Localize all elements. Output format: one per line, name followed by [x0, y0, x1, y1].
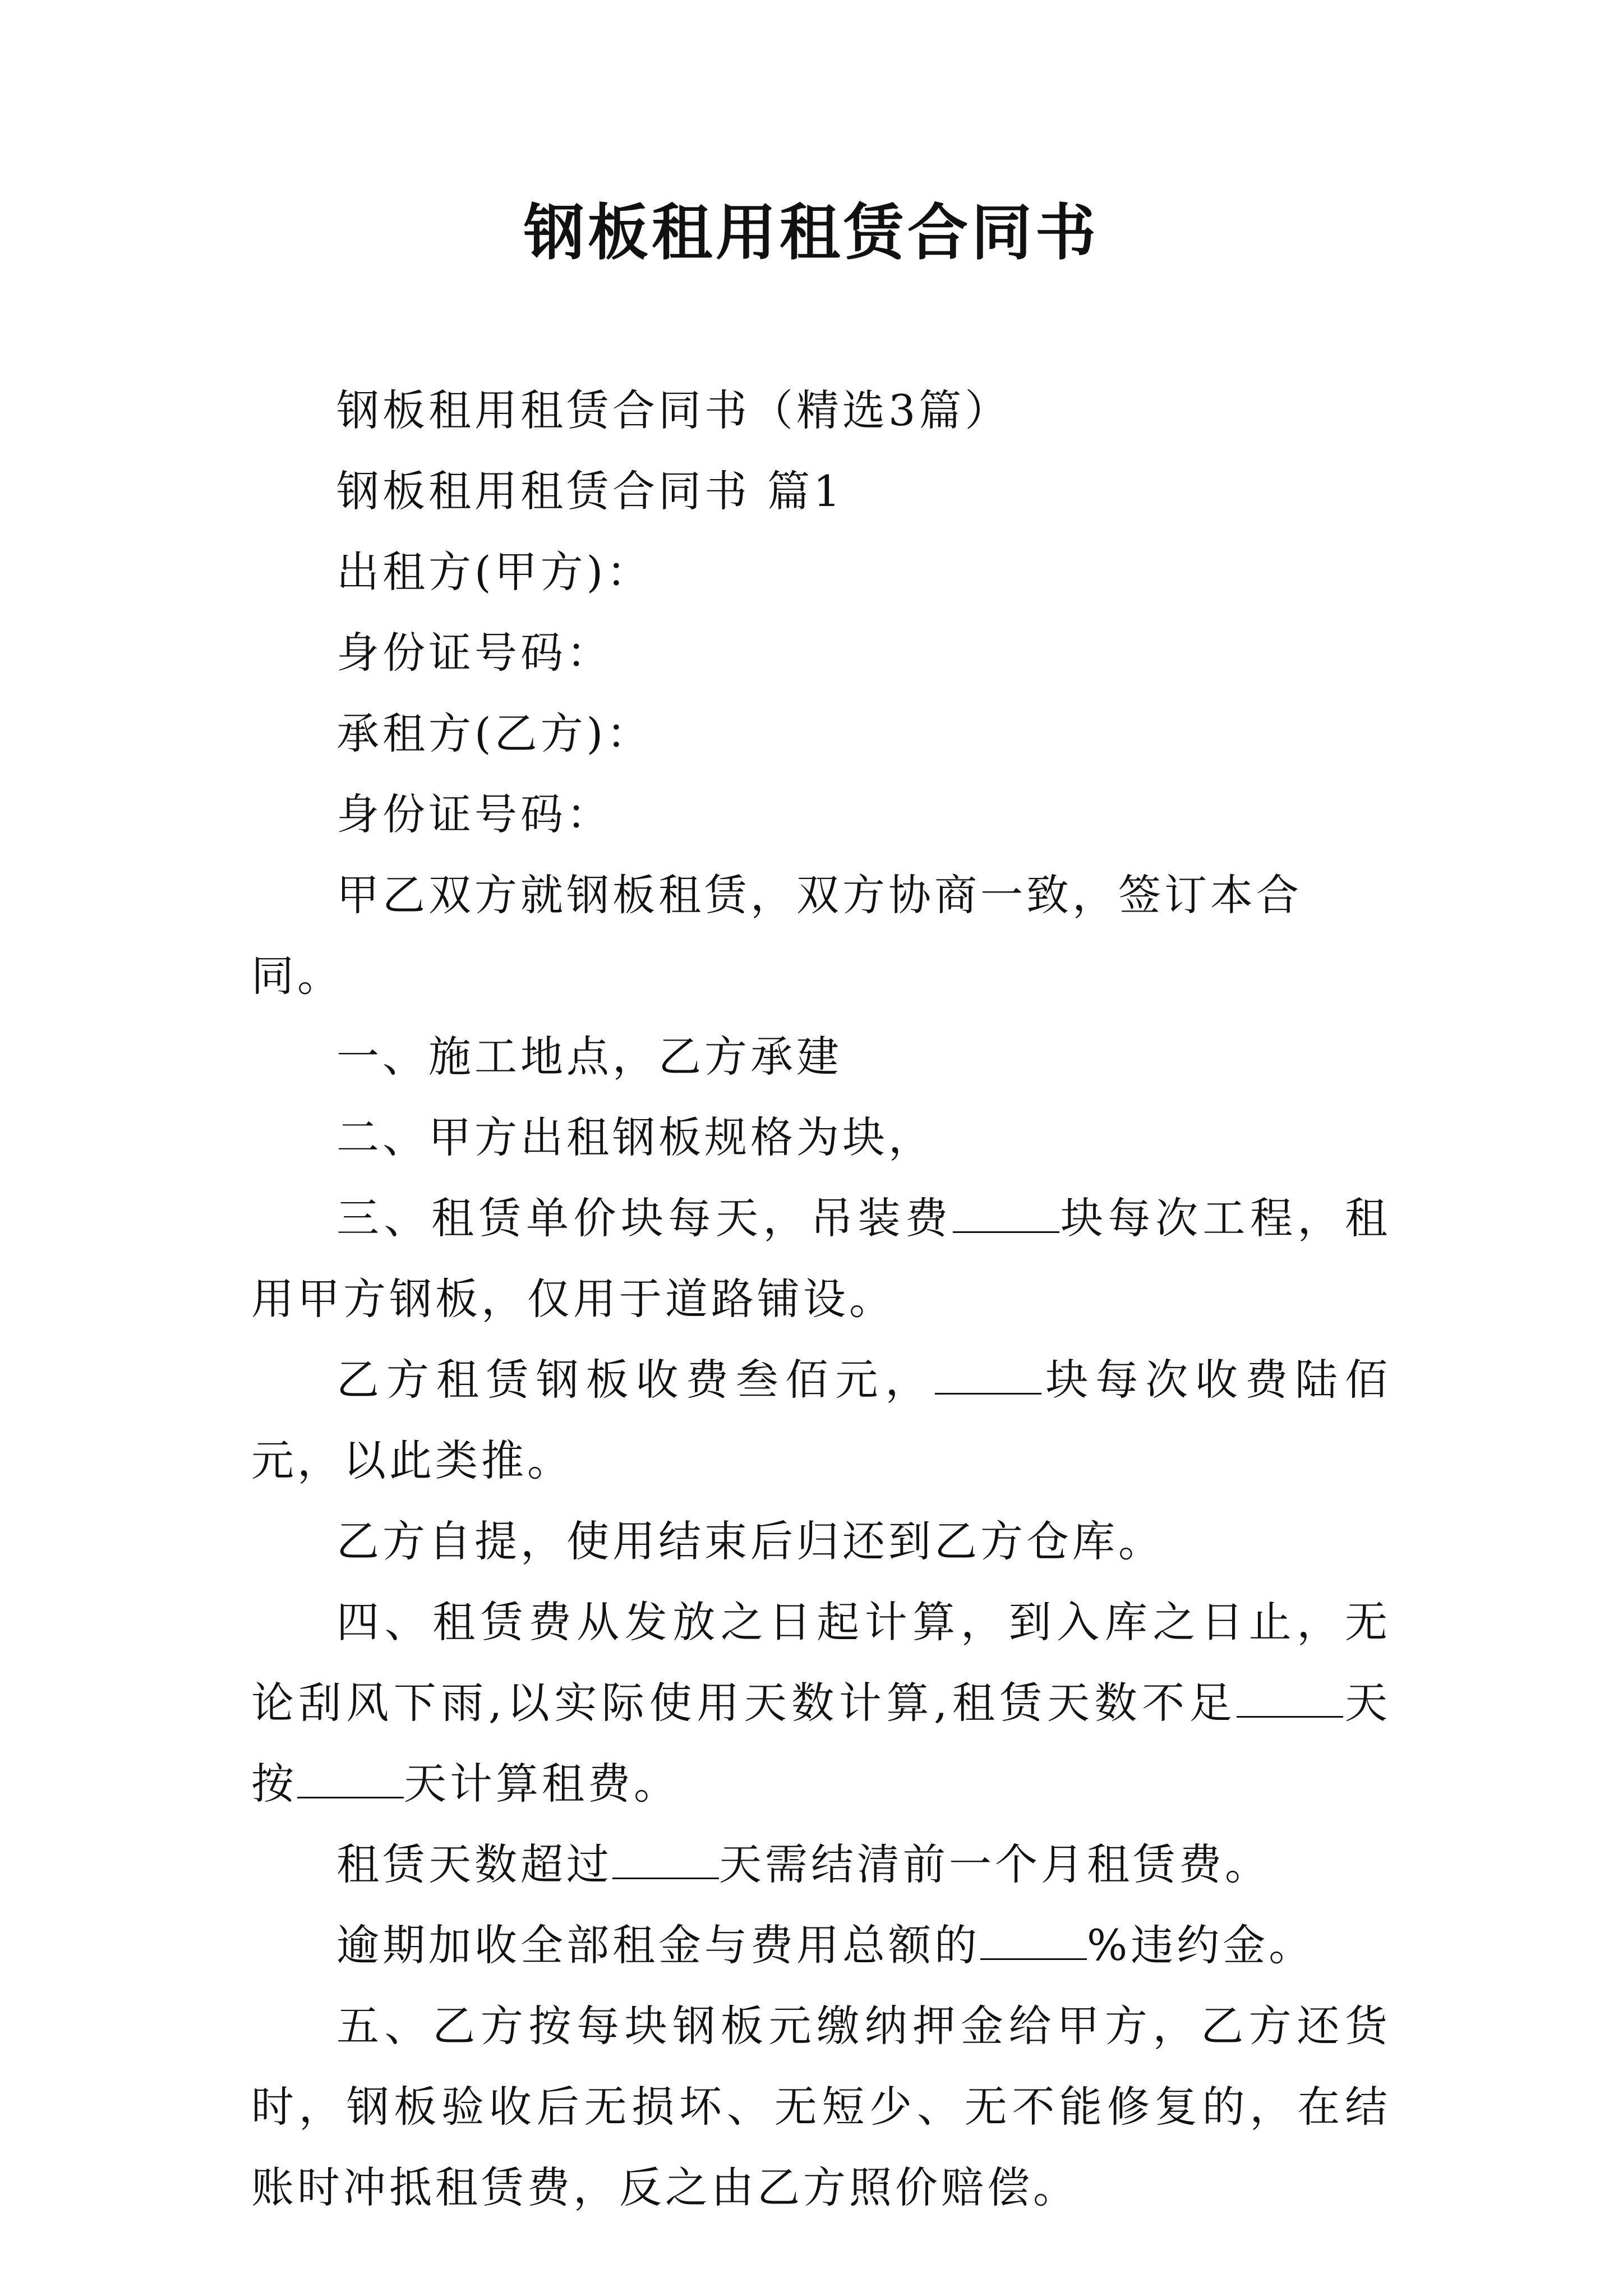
- overdue-text-b: 天需结清前一个月租赁费。: [719, 1839, 1271, 1889]
- penalty-text-b: %违约金。: [1087, 1920, 1315, 1970]
- lessee-field: 承租方(乙方)：: [336, 708, 653, 758]
- agreement-statement: 甲乙双方就钢板租赁，双方协商一致，签订本合同。: [251, 870, 1302, 1001]
- clause-3-text-b: 块每次工程，租用甲方钢板，仅用于道路铺设。: [251, 1193, 1391, 1324]
- clause-1: 一、施工地点，乙方承建: [336, 1032, 842, 1082]
- clause-5: 五、乙方按每块钢板元缴纳押金给甲方，乙方还货时，钢板验收后无损坏、无短少、无不能修复的，在结账时冲抵租赁费，反之由乙方照价赔偿。: [251, 2001, 1391, 2212]
- document-body: [251, 370, 1391, 2228]
- lessor-field: 出租方(甲方)：: [336, 547, 653, 597]
- lessee-id-field: 身份证号码：: [336, 789, 612, 839]
- overdue-days-paragraph: [251, 1824, 1391, 1905]
- blank-line: [612, 1839, 719, 1879]
- clause-3: [251, 1178, 1391, 1340]
- blank-line: [935, 1355, 1041, 1395]
- section-heading: 钢板租用租赁合同书 篇1: [336, 466, 844, 516]
- fee-paragraph: [251, 1340, 1391, 1501]
- clause-4-text-b: 天按: [251, 1678, 1391, 1809]
- penalty-text-a: 逾期加收全部租金与费用总额的: [336, 1920, 980, 1970]
- document-title: 钢板租用租赁合同书: [523, 197, 1099, 268]
- overdue-text-a: 租赁天数超过: [336, 1839, 612, 1889]
- blank-line: [980, 1920, 1087, 1960]
- blank-line: [953, 1193, 1059, 1233]
- lessor-id-field: 身份证号码：: [336, 628, 612, 678]
- clause-4-text-c: 天计算租费。: [404, 1759, 680, 1809]
- clause-2: 二、甲方出租钢板规格为块，: [336, 1112, 934, 1162]
- subtitle-line: 钢板租用租赁合同书（精选3篇）: [336, 385, 1011, 435]
- blank-line: [1237, 1678, 1343, 1718]
- clause-4: [251, 1582, 1391, 1824]
- penalty-paragraph: [251, 1905, 1391, 1986]
- fee-text-a: 乙方租赁钢板收费叁佰元，: [336, 1355, 935, 1405]
- blank-line: [297, 1759, 404, 1798]
- self-pickup-paragraph: 乙方自提，使用结束后归还到乙方仓库。: [336, 1516, 1164, 1566]
- fee-text-b: 块每次收费陆佰元，以此类推。: [251, 1355, 1391, 1485]
- clause-3-text-a: 三、租赁单价块每天，吊装费: [336, 1193, 953, 1243]
- clause-4-text-a: 四、租赁费从发放之日起计算，到入库之日止，无论刮风下雨,以实际使用天数计算,租赁天数不足: [251, 1597, 1391, 1728]
